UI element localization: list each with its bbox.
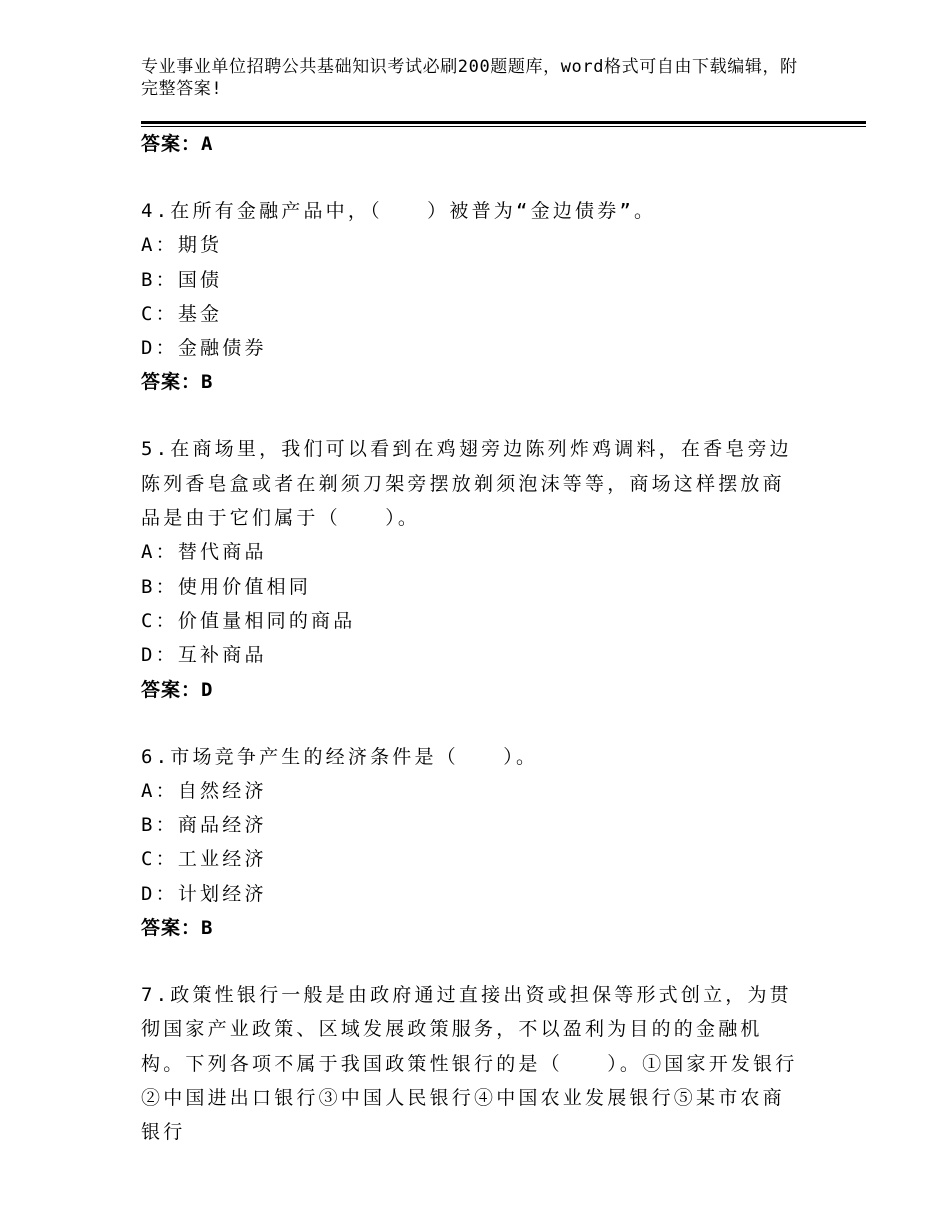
option-c: C：工业经济 bbox=[141, 848, 267, 871]
option-b: B：商品经济 bbox=[141, 814, 267, 837]
option-d: D：计划经济 bbox=[141, 882, 267, 905]
option-a: A：期货 bbox=[141, 234, 223, 257]
option-a: A：自然经济 bbox=[141, 779, 267, 802]
option-a: A：替代商品 bbox=[141, 541, 267, 564]
option-c: C：价值量相同的商品 bbox=[141, 609, 356, 632]
option-b: B：使用价值相同 bbox=[141, 575, 312, 598]
answer: 答案：D bbox=[141, 678, 214, 701]
document-header: 专业事业单位招聘公共基础知识考试必刷200题题库，word格式可自由下载编辑，附完整答案! bbox=[141, 57, 798, 99]
answer: 答案：B bbox=[141, 917, 214, 940]
header-divider-thick bbox=[141, 121, 866, 124]
question-text: 4.在所有金融产品中，（ ）被普为“金边债券”。 bbox=[141, 200, 657, 222]
previous-answer: 答案：A bbox=[141, 133, 214, 155]
question-text: 5.在商场里，我们可以看到在鸡翅旁边陈列炸鸡调料，在香皂旁边陈列香皂盒或者在剃须刀架旁摆放剃须泡沫等等，商场这样摆放商品是由于它们属于（ ）。 bbox=[141, 438, 792, 530]
option-d: D：互补商品 bbox=[141, 644, 267, 667]
option-d: D：金融债券 bbox=[141, 337, 267, 360]
question-block-4 bbox=[141, 194, 801, 399]
option-b: B：国债 bbox=[141, 268, 223, 291]
question-block-7 bbox=[141, 978, 801, 1149]
question-content bbox=[141, 126, 801, 1150]
option-c: C：基金 bbox=[141, 302, 223, 325]
question-block-5 bbox=[141, 432, 801, 706]
question-text: 7.政策性银行一般是由政府通过直接出资或担保等形式创立，为贯彻国家产业政策、区域发展政策服务，不以盈利为目的的金融机构。下列各项不属于我国政策性银行的是（ ）。①国家开发银行②中国进出口银行③中国人民银行④中国农业发展银行⑤某市农商银行 bbox=[141, 984, 798, 1144]
question-block-6 bbox=[141, 740, 801, 945]
answer: 答案：B bbox=[141, 371, 214, 394]
question-text: 6.市场竞争产生的经济条件是（ ）。 bbox=[141, 745, 539, 768]
